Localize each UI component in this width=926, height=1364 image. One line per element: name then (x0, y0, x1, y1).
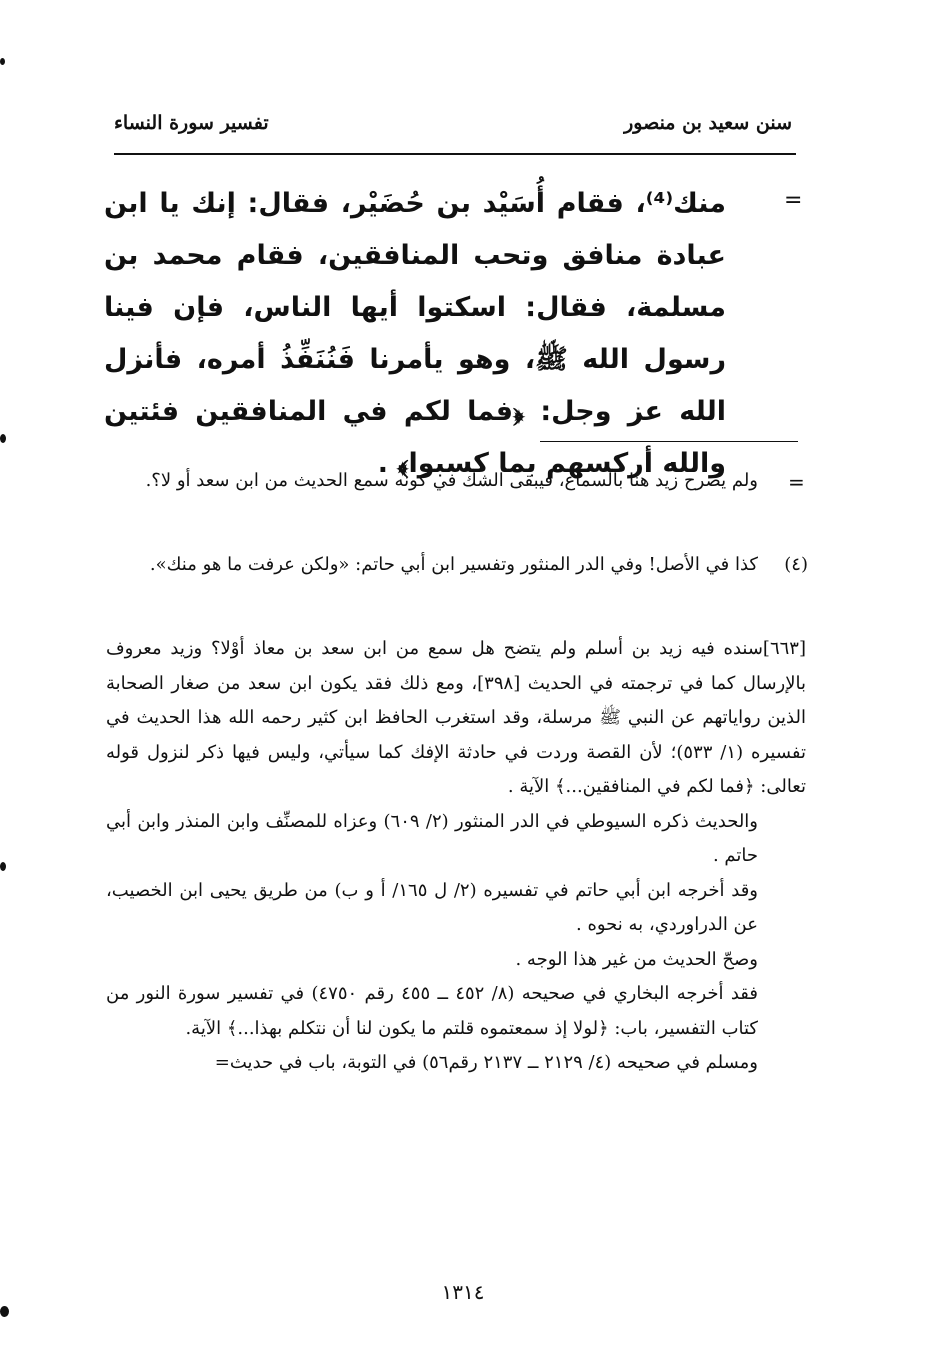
chapter-title: تفسير سورة النساء (114, 112, 269, 134)
commentary (106, 632, 806, 1081)
book-title: سنن سعيد بن منصور (624, 112, 792, 134)
scan-speck (0, 58, 5, 65)
running-header (112, 112, 796, 148)
commentary-paragraph: والحديث ذكره السيوطي في الدر المنثور (٢/ ٦٠٩) وعزاه للمصنِّف وابن المنذر وابن أبي حاتم . (106, 810, 758, 866)
scan-speck (0, 862, 6, 871)
commentary-paragraph: ومسلم في صحيحه (٤/ ٢١٢٩ ــ ٢١٣٧ رقم٥٦) في التوبة، باب في حديث= (214, 1052, 758, 1073)
header-rule (114, 153, 796, 155)
main-continuation-mark: = (784, 188, 803, 213)
footnote-number: (٤) (784, 554, 808, 575)
page-number: ١٣١٤ (441, 1280, 485, 1304)
main-hadith-text: منك⁽⁴⁾، فقام أُسَيْد بن حُضَيْر، فقال: إنك يا ابن عبادة منافق وتحب المنافقين، فقام محمد بن مسلمة، فقال: اسكتوا أيها الناس، فإن فينا رسول الله ﷺ، وهو يأمرنا فَنُنَفِّذُ أمره، فأنزل الله عز وجل: ﴿فما لكم في المنافقين فئتين والله أركسهم بما كسبوا﴾ . (104, 188, 726, 479)
footnote-continuation: ولم يصرح زيد هنا بالسماع، فيبقى الشك في كونه سمع الحديث من ابن سعد أو لا؟. (145, 470, 758, 491)
footnote-4: كذا في الأصل! وفي الدر المنثور وتفسير ابن أبي حاتم: «ولكن عرفت ما هو منك». (149, 554, 758, 575)
commentary-paragraph: وصحّ الحديث من غير هذا الوجه . (515, 948, 758, 970)
footnote-continuation-mark: = (788, 470, 805, 494)
commentary-paragraph: [٦٦٣]سنده فيه زيد بن أسلم ولم يتضح هل سمع من ابن سعد بن معاذ أوْلا؟ وزيد معروف بالإرسال كما في ترجمته في الحديث [٣٩٨]، ومع ذلك فقد يكون ابن سعد من صغار الصحابة الذين رواياتهم عن النبي ﷺ مرسلة، وقد استغرب الحافظ ابن كثير رحمه الله هذا الحديث في تفسيره (١/ ٥٣٣)؛ لأن القصة وردت في حادثة الإفك كما سيأتي، وليس فيها ذكر لنزول قوله تعالى: ﴿فما لكم في المنافقين...﴾ الآية . (106, 638, 807, 797)
scan-speck (0, 1306, 9, 1317)
footnote-separator (540, 441, 798, 442)
scan-speck (0, 434, 6, 443)
commentary-paragraph: وقد أخرجه ابن أبي حاتم في تفسيره (٢/ ل ١٦٥/ أ و ب) من طريق يحيى ابن الخصيب، عن الدراوردي، به نحوه . (106, 879, 758, 935)
commentary-paragraph: فقد أخرجه البخاري في صحيحه (٨/ ٤٥٢ ــ ٤٥٥ رقم ٤٧٥٠) في تفسير سورة النور من كتاب التفسير، باب: ﴿لولا إذ سمعتموه قلتم ما يكون لنا أن نتكلم بهذا...﴾ الآية. (106, 983, 759, 1039)
